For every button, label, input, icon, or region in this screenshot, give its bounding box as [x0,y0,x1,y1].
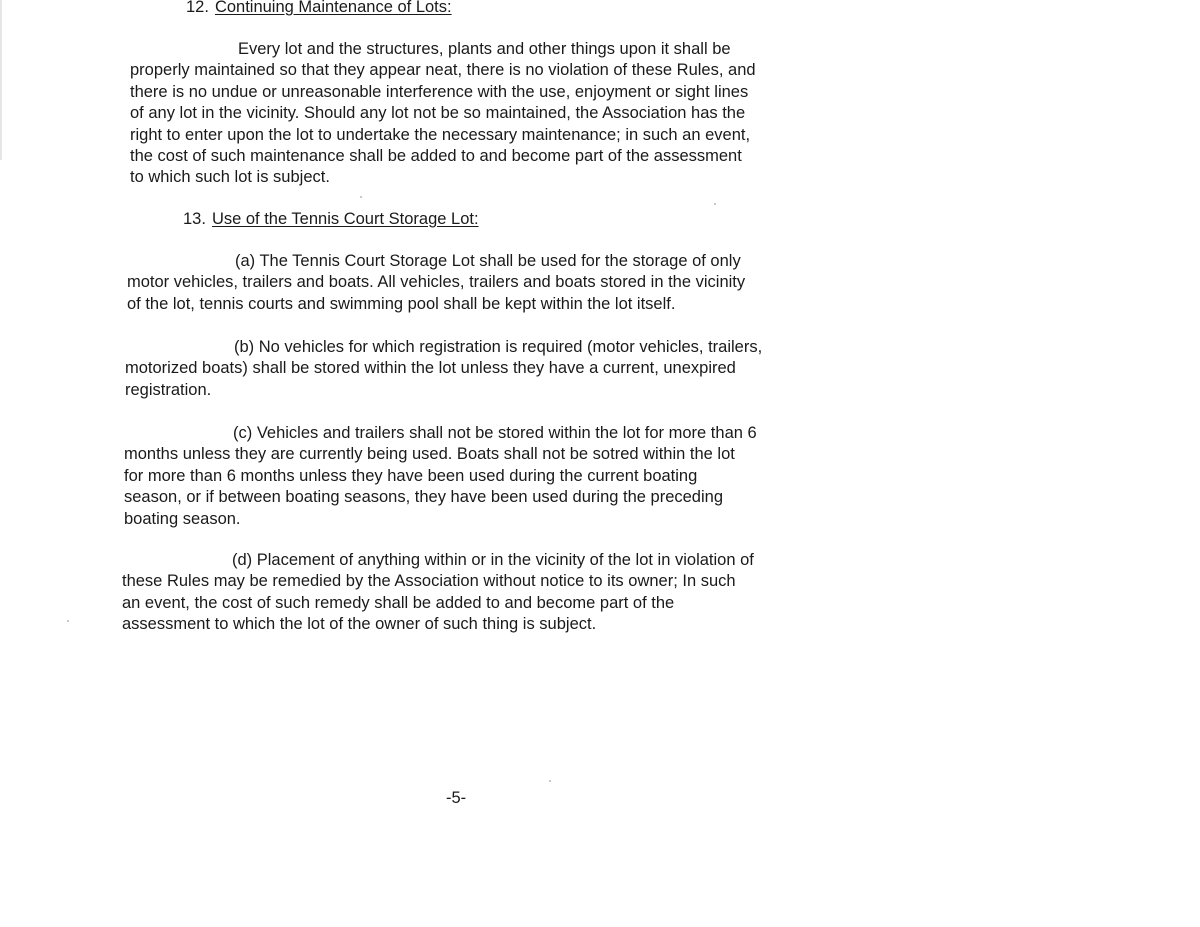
section-12-heading [186,0,452,18]
paragraph-line: these Rules may be remedied by the Association without notice to its owner; In such [122,572,736,591]
paragraph-line: to which such lot is subject. [130,168,330,187]
section-title: Use of the Tennis Court Storage Lot: [211,210,479,228]
paragraph-line: there is no undue or unreasonable interference with the use, enjoyment or sight lines [130,82,749,101]
paragraph-line: Every lot and the structures, plants and other things upon it shall be [238,40,731,58]
scan-speck [360,196,362,198]
paragraph-line: (b) No vehicles for which registration is required (motor vehicles, trailers, [234,338,763,356]
paragraph-line: season, or if between boating seasons, they have been used during the preceding [124,488,724,507]
paragraph-line: (a) The Tennis Court Storage Lot shall be used for the storage of only [235,252,741,270]
paragraph-line: registration. [125,380,212,399]
paragraph-line: of the lot, tennis courts and swimming pool shall be kept within the lot itself. [127,294,676,313]
paragraph-line: an event, the cost of such remedy shall be added to and become part of the [122,593,675,612]
paragraph-line: (d) Placement of anything within or in the vicinity of the lot in violation of [232,551,754,569]
subsection-b-paragraph [125,337,762,401]
subsection-a-paragraph [127,251,745,315]
subsection-c-paragraph [124,423,757,530]
paragraph-line: motorized boats) shall be stored within the lot unless they have a current, unexpired [125,359,736,378]
paragraph-line: of any lot in the vicinity. Should any lot not be so maintained, the Association has the [130,104,746,123]
paragraph-line: motor vehicles, trailers and boats. All vehicles, trailers and boats stored in the vicinity [127,273,746,292]
section-title: Continuing Maintenance of Lots: [214,0,452,16]
paragraph-line: assessment to which the lot of the owner of such thing is subject. [122,615,597,634]
subsection-d-paragraph [122,550,754,636]
paragraph-line: right to enter upon the lot to undertake the necessary maintenance; in such an event, [130,125,751,144]
section-number: 13. [183,210,206,228]
section-12-paragraph [130,39,756,189]
paragraph-line: months unless they are currently being used. Boats shall not be sotred within the lot [124,445,735,464]
paragraph-line: properly maintained so that they appear neat, there is no violation of these Rules, and [130,61,756,80]
scan-speck [714,203,716,205]
section-13-heading [183,209,479,230]
paragraph-line: boating season. [124,509,241,528]
paragraph-line: for more than 6 months unless they have been used during the current boating [124,466,698,485]
scan-speck [549,780,551,782]
paragraph-line: (c) Vehicles and trailers shall not be stored within the lot for more than 6 [233,424,757,442]
section-number: 12. [186,0,209,16]
page-number: -5- [446,789,467,807]
scan-speck [67,620,69,622]
paragraph-line: the cost of such maintenance shall be added to and become part of the assessment [130,147,742,166]
